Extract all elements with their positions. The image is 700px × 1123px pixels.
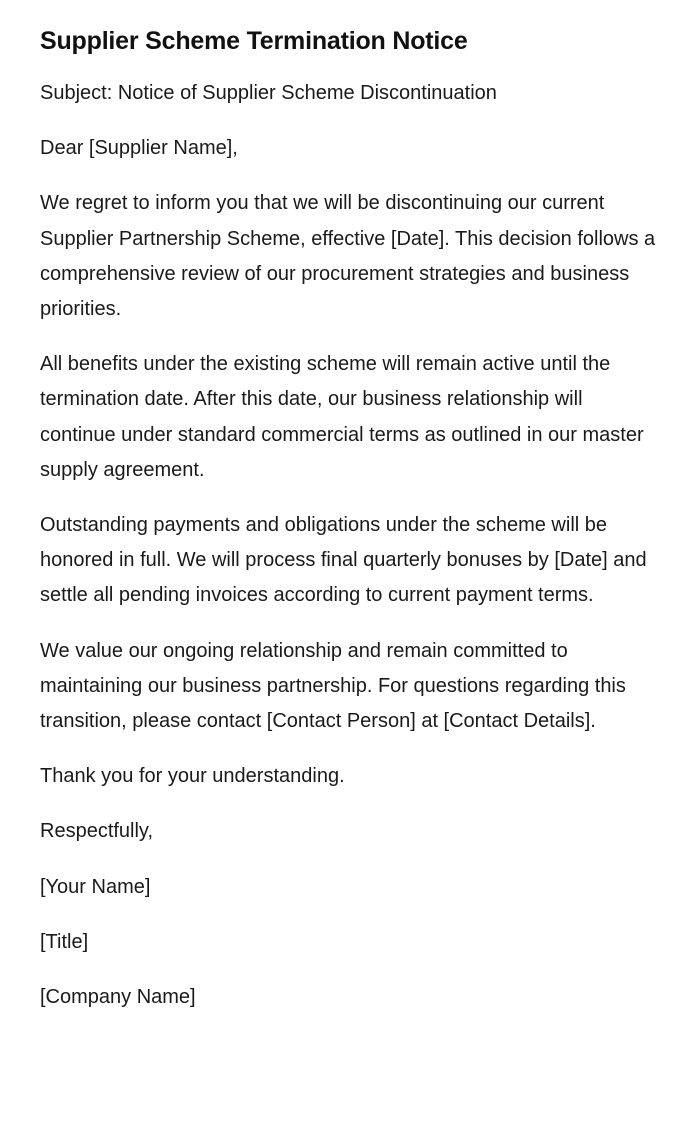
signature-name: [Your Name] (40, 875, 151, 898)
body-paragraph: We value our ongoing relationship and remain committed to maintaining our business partnership. For questions regarding this transition, please contact [Contact Person] at [Contact Details]. (40, 639, 626, 733)
closing-line: Respectfully, (40, 820, 154, 843)
body-paragraph: Outstanding payments and obligations under the scheme will be honored in full. We will process final quarterly bonuses by [Date] and settle all pending invoices according to current payment terms. (40, 514, 647, 607)
subject-line: Subject: Notice of Supplier Scheme Discontinuation (40, 82, 497, 104)
salutation: Dear [Supplier Name], (40, 137, 238, 160)
body-paragraph: We regret to inform you that we will be discontinuing our current Supplier Partnership Scheme, effective [Date]. This decision follows a comprehensive review of our procurement strategies and business priorities. (40, 192, 656, 321)
thanks-line: Thank you for your understanding. (40, 765, 345, 788)
body-paragraph: All benefits under the existing scheme will remain active until the termination date. After this date, our business relationship will continue under standard commercial terms as outlined in our master supply agreement. (40, 353, 644, 481)
signature-title: [Title] (40, 930, 89, 953)
signature-company: [Company Name] (40, 986, 196, 1009)
page-title: Supplier Scheme Termination Notice (40, 27, 468, 55)
